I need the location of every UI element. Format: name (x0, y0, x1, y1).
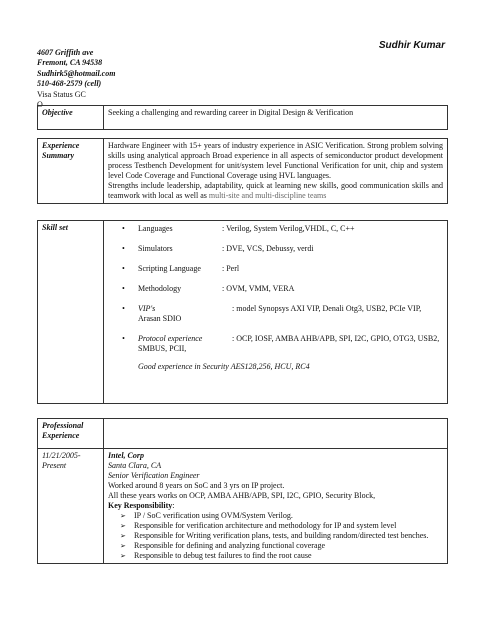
responsibility-list (108, 511, 443, 561)
summary-paragraph-2-tail: multi-site and multi-discipline teams (208, 191, 327, 200)
skill-item: • Methodology : OVM, VMM, VERA (120, 284, 443, 294)
experience-line-2: All these years works on OCP, AMBA AHB/APB, SPI, I2C, GPIO, Security Block, (108, 491, 376, 500)
responsibility-item: ➢ Responsible for Writing verification plans, tests, and building random/directed test benches. (120, 531, 443, 541)
skill-item: • Simulators : DVE, VCS, Debussy, verdi (120, 244, 443, 254)
skill-item: • Protocol experience : OCP, IOSF, AMBA AHB/APB, SPI, I2C, GPIO, OTG3, USB2, SMBUS, PCII, (120, 334, 443, 354)
experience-summary-section (37, 138, 448, 204)
objective-text: Seeking a challenging and rewarding career in Digital Design & Verification (104, 106, 448, 130)
skill-item: • Languages : Verilog, System Verilog,VHDL, C, C++ (120, 224, 443, 234)
professional-experience-label: Professional Experience (38, 419, 104, 449)
phone: 510-468-2579 (cell) (37, 79, 102, 89)
company-location: Santa Clara, CA (108, 461, 162, 470)
experience-summary-label: Experience Summary (38, 139, 104, 204)
responsibility-item: ➢ Responsible to debug test failures to find the root cause (120, 551, 443, 561)
skill-set-section (37, 220, 448, 404)
employment-dates: 11/21/2005- Present (38, 449, 104, 564)
summary-paragraph-2 (108, 181, 443, 201)
key-responsibility-heading: Key Responsibility: (108, 501, 175, 510)
responsibility-item: ➢ IP / SoC verification using OVM/System Verilog. (120, 511, 443, 521)
summary-paragraph-1: Hardware Engineer with 15+ years of industry experience in ASIC Verification. Strong problem solving skills using analytical approach Broad experience in all aspects of semiconductor product development process Testbench Development for unit/system level Functional Verification for unit, chip and system level Code Coverage and Functional Coverage using HVL languages. (108, 141, 443, 180)
extra-mark: O (37, 100, 43, 110)
address-line-2: Fremont, CA 94538 (37, 58, 103, 68)
professional-experience-section (37, 418, 448, 564)
responsibility-item: ➢ Responsible for defining and analyzing functional coverage (120, 541, 443, 551)
company-name: Intel, Corp (108, 451, 145, 460)
experience-summary-text (104, 139, 448, 204)
responsibility-item: ➢ Responsible for verification architecture and methodology for IP and system level (120, 521, 443, 531)
skill-list (108, 224, 443, 354)
objective-section (37, 105, 448, 130)
skill-item: • VIP's : model Synopsys AXI VIP, Denali Otg3, USB2, PCIe VIP, Arasan SDIO (120, 304, 443, 324)
employment-details (104, 449, 448, 564)
job-title: Senior Verification Engineer (108, 471, 200, 480)
objective-label: Objective (38, 106, 104, 130)
skill-set-content (104, 221, 448, 404)
security-experience: Good experience in Security AES128,256, HCU, RC4 (138, 362, 310, 371)
candidate-name: Sudhir Kumar (378, 40, 445, 51)
skill-set-label: Skill set (38, 221, 104, 404)
address-line-1: 4607 Griffith ave (37, 48, 94, 57)
skill-item: • Scripting Language : Perl (120, 264, 443, 274)
contact-block (37, 48, 115, 110)
email: Sudhirk5@hotmail.com (37, 68, 116, 78)
summary-paragraph-2-main: Strengths include leadership, adaptability, quick at learning new skills, good communication skills and teamwork with local as well as (108, 181, 443, 200)
visa-status: Visa Status GC (37, 89, 86, 99)
experience-line-1: Worked around 8 years on SoC and 3 yrs on IP project. (108, 481, 285, 490)
